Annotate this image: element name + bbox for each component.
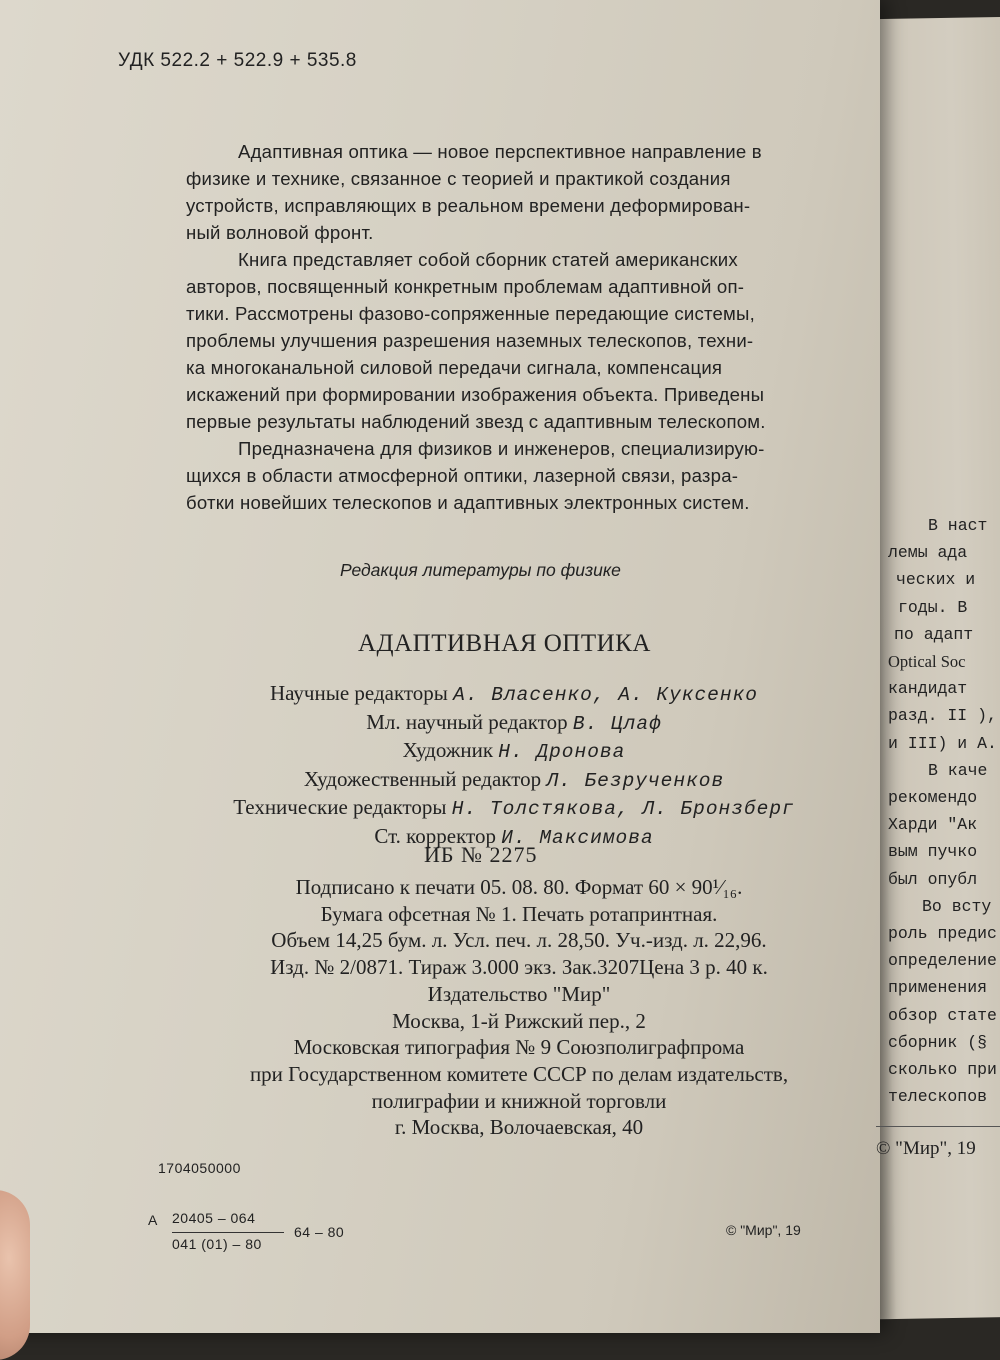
facing-line: кандидат [888,679,968,699]
thumb-finger [0,1190,30,1360]
credit-line [214,709,814,738]
facing-line: разд. II ), [888,706,997,726]
ib-number: ИБ № 2275 [424,842,538,867]
imprint-line: Изд. № 2/0871. Тираж 3.000 экз. Зак.3207Цена 3 р. 40 к. [270,955,768,980]
imprint-line: Московская типография № 9 Союзполиграфпрома [293,1035,745,1060]
facing-line: В каче [928,760,988,780]
credit-names: Л. Безрученков [546,769,725,792]
annotation-line: Адаптивная оптика — новое перспективное направление в [238,141,762,162]
credit-line [214,766,814,795]
annotation-line: щихся в области атмосферной оптики, лазерной связи, разра- [186,465,739,486]
annotation-line: искажений при формировании изображения объекта. Приведены [186,384,765,405]
book-title: АДАПТИВНАЯ ОПТИКА [358,630,651,657]
catalog-code: 1704050000 [158,1160,241,1176]
facing-page-text [888,512,997,1110]
credit-names: В. Цлаф [572,712,662,735]
facing-line: телескопов [888,1087,988,1107]
facing-rule [876,1126,1000,1127]
imprint-line: Объем 14,25 бум. л. Усл. печ. л. 28,50. Уч.-изд. л. 22,96. [271,928,767,953]
facing-line: был опубл [888,869,978,889]
facing-line: применения [888,978,988,998]
credit-role: Художественный редактор [303,766,542,791]
annotation-line: тики. Рассмотрены фазово-сопряженные передающие системы, [186,303,755,324]
credit-names: И. Максимова [501,826,654,849]
facing-line: Optical Soc [888,652,966,672]
facing-line: определение [888,951,997,971]
annotation [186,138,766,516]
annotation-line: ботки новейших телескопов и адаптивных электронных систем. [186,492,750,513]
imprint-line: Москва, 1-й Рижский пер., 2 [392,1008,646,1033]
annotation-line: проблемы улучшения разрешения наземных телескопов, техни- [186,330,754,351]
credit-line [214,794,814,823]
annotation-line: первые результаты наблюдений звезд с адаптивным телескопом. [186,411,766,432]
credit-names: А. Власенко, А. Куксенко [453,684,758,706]
facing-line: роль предис [888,924,997,944]
credit-role: Ст. корректор [374,823,496,848]
annotation-line: устройств, исправляющих в реальном времени деформирован- [186,195,751,216]
credit-names: Н. Толстякова, Л. Бронзберг [451,798,795,820]
credit-line [214,680,814,709]
imprint-line: Бумага офсетная № 1. Печать ротапринтная. [320,901,718,926]
imprint-line: при Государственном комитете СССР по делам издательств, [249,1061,789,1086]
credits-block [214,680,814,851]
imprint-line: г. Москва, Волочаевская, 40 [394,1115,644,1140]
facing-copyright: © "Мир", 19 [876,1138,976,1159]
imprint-line: полиграфии и книжной торговли [371,1088,667,1113]
editorial-office: Редакция литературы по физике [340,560,621,580]
index-suffix: 64 – 80 [294,1224,345,1240]
imprint-line: Издательство "Мир" [427,981,611,1006]
annotation-line: Книга представляет собой сборник статей американских [238,249,738,270]
imprint-block [214,874,824,1141]
fraction-bar [172,1232,284,1233]
facing-line: сколько при [888,1060,997,1080]
index-numerator: 20405 – 064 [172,1210,256,1226]
annotation-line: ка многоканальной силовой передачи сигнала, компенсация [186,357,723,378]
facing-line: обзор стате [888,1005,997,1025]
facing-line: рекомендо [888,788,978,808]
credit-role: Мл. научный редактор [366,709,568,734]
credit-role: Художник [402,738,494,762]
copyright-mark: © "Мир", 19 [726,1222,801,1238]
facing-line: Во всту [922,896,992,916]
imprint-line: Подписано к печати 05. 08. 80. Формат 60 × 90¹⁄₁₆. [295,875,743,899]
annotation-line: авторов, посвященный конкретным проблемам адаптивной оп- [186,276,745,297]
facing-line: годы. В [898,597,968,617]
credit-line [214,737,814,766]
facing-line: вым пучко [888,842,978,862]
credit-role: Технические редакторы [233,795,447,819]
index-denominator: 041 (01) – 80 [172,1236,262,1252]
facing-line: и III) и А. [888,733,997,753]
index-prefix: А [148,1212,158,1228]
facing-line: сборник (§ [888,1032,988,1052]
annotation-line: физике и технике, связанное с теорией и практикой создания [186,168,731,189]
facing-line: по адапт [894,624,974,644]
facing-line: Харди "Ак [888,815,978,835]
annotation-line: ный волновой фронт. [186,222,374,243]
annotation-line: Предназначена для физиков и инженеров, специализирую- [238,438,765,459]
udk-code: УДК 522.2 + 522.9 + 535.8 [118,50,357,71]
facing-line: ческих и [896,570,976,590]
credit-names: Н. Дронова [498,741,626,763]
facing-line: лемы ада [888,543,968,563]
facing-line: В наст [928,516,988,535]
credit-role: Научные редакторы [270,681,448,705]
